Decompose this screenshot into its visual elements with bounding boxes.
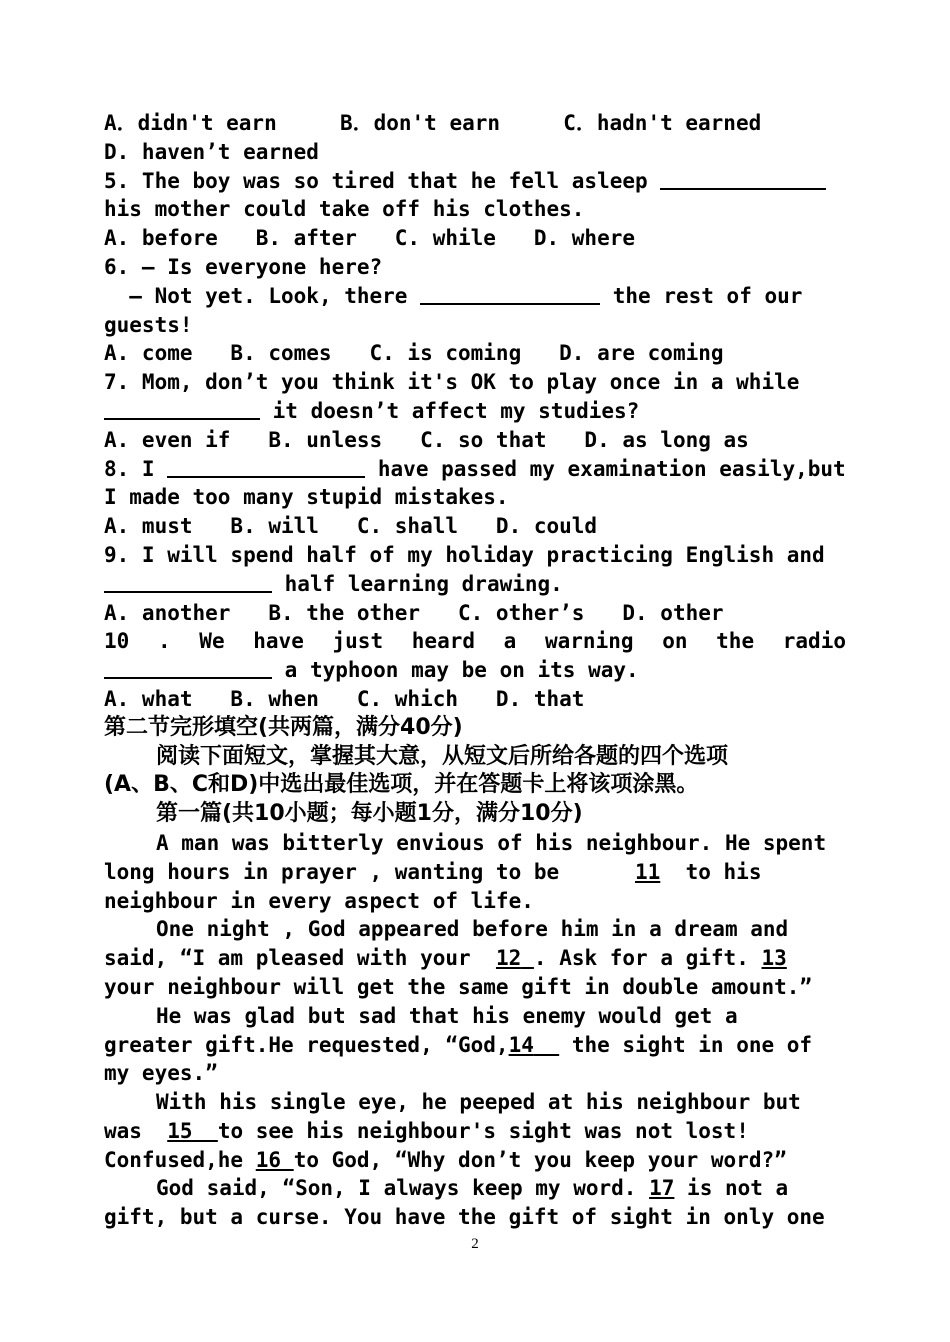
q8-stem-text-a: 8. I: [104, 456, 155, 481]
section-instruction-line2: (A、B、C和D)中选出最佳选项，并在答题卡上将该项涂黑。: [104, 772, 699, 798]
q8-stem-line1: [104, 455, 846, 484]
blank-12-number: 12: [495, 946, 522, 971]
passage-p4-line1: With his single eye, he peeped at his neighbour but: [156, 1090, 801, 1115]
q6-stem-text-b: the rest of our: [612, 283, 803, 308]
passage-p3-line2: [104, 1031, 846, 1060]
passage-p4-text-a: was: [104, 1118, 142, 1143]
q9-answer-blank: [104, 571, 272, 593]
q9-stem-text: half learning drawing.: [284, 571, 563, 596]
q8-answer-blank: [167, 456, 365, 478]
passage-p5-text-a: God said, “Son, I always keep my word.: [156, 1176, 637, 1201]
q4-option-c: C．hadn't earned: [563, 111, 762, 135]
q4-options-line1: [104, 109, 846, 138]
q5-options: A. before B. after C. while D. where: [104, 226, 636, 251]
q10-stem-text: a typhoon may be on its way.: [284, 658, 639, 683]
passage-p3-text-a: greater gift.He requested, “God,: [104, 1032, 509, 1057]
q4-option-d: D. haven’t earned: [104, 139, 319, 164]
q8-stem-text-b: have passed my examination easily,but: [377, 456, 846, 481]
passage-p2-line3: your neighbour will get the same gift in double amount.”: [104, 974, 813, 999]
q7-stem-line2: [104, 397, 846, 426]
q6-stem-line1: 6. — Is everyone here?: [104, 254, 383, 279]
passage-p1-line2: [104, 858, 846, 887]
part1-heading: 第一篇(共10小题；每小题1分，满分10分): [156, 801, 583, 827]
q6-options: A. come B. comes C. is coming D. are coming: [104, 341, 724, 366]
q4-option-a: A．didn't earn: [104, 111, 277, 135]
passage-p2-line2: [104, 944, 846, 973]
q5-answer-blank: [660, 168, 826, 190]
passage-p4-text-c: Confused,he: [104, 1147, 244, 1172]
q6-stem-line2: [104, 282, 846, 311]
passage-p1-text-a: long hours in prayer , wanting to be: [104, 859, 560, 884]
passage-p4-line2: [104, 1117, 846, 1146]
passage-p1-line3: neighbour in every aspect of life.: [104, 888, 534, 913]
q10-stem-line1: 10 . We have just heard a warning on the radio: [104, 629, 846, 654]
blank-15: [167, 1119, 218, 1143]
q7-answer-blank: [104, 398, 260, 420]
q8-options: A. must B. will C. shall D. could: [104, 514, 598, 539]
blank-15-number: 15: [167, 1118, 193, 1143]
q9-stem-line1: 9. I will spend half of my holiday practicing English and: [104, 542, 825, 567]
passage-p1-text-b: to his: [685, 859, 762, 884]
blank-12: [496, 946, 534, 970]
q9-options: A. another B. the other C. other’s D. other: [104, 600, 724, 625]
q10-answer-blank: [104, 657, 272, 679]
passage-p3-line1: He was glad but sad that his enemy would get a: [156, 1003, 738, 1028]
q8-stem-line2: I made too many stupid mistakes.: [104, 485, 509, 510]
passage-p4-text-d: to God, “Why don’t you keep your word?”: [293, 1147, 787, 1172]
passage-p2-text-a: said, “I am pleased with your: [104, 946, 471, 971]
q10-stem-line2: [104, 656, 846, 685]
q9-stem-line2: [104, 570, 846, 599]
passage-p2-line1: One night , God appeared before him in a dream and: [156, 917, 789, 942]
q10-options: A. what B. when C. which D. that: [104, 686, 585, 711]
blank-16: [256, 1148, 294, 1172]
passage-p5-text-b: is not a: [687, 1176, 789, 1201]
q6-stem-text-a: — Not yet. Look, there: [129, 283, 408, 308]
blank-16-number: 16: [255, 1147, 282, 1172]
q6-answer-blank: [420, 283, 600, 305]
passage-p1-line1: A man was bitterly envious of his neighbour. He spent: [156, 830, 827, 855]
q7-stem-line1: 7. Mom, don’t you think it's OK to play once in a while: [104, 370, 800, 395]
document-page: [104, 109, 846, 1232]
blank-11: 11: [635, 859, 661, 884]
blank-14: [509, 1033, 560, 1057]
q6-stem-line3: guests!: [104, 312, 193, 337]
q5-stem-line1: [104, 167, 846, 196]
page-number: 2: [471, 1236, 479, 1252]
passage-p4-text-b: to see his neighbour's sight was not lost!: [217, 1118, 749, 1143]
passage-p5-line1: [104, 1174, 846, 1203]
q4-option-b: B．don't earn: [339, 111, 501, 135]
section-title: 第二节完形填空(共两篇，满分40分): [104, 714, 463, 740]
passage-p4-line3: [104, 1146, 846, 1175]
q5-stem-line2: his mother could take off his clothes.: [104, 197, 585, 222]
passage-p3-line3: my eyes.”: [104, 1061, 218, 1086]
q5-stem-text: 5. The boy was so tired that he fell asleep: [104, 168, 648, 193]
q7-stem-text: it doesn’t affect my studies?: [272, 398, 640, 423]
passage-p3-text-b: the sight in one of: [571, 1032, 813, 1057]
blank-17: 17: [649, 1176, 675, 1201]
passage-p2-text-b: . Ask for a gift.: [533, 946, 749, 971]
blank-13: 13: [761, 946, 787, 971]
q7-options: A. even if B. unless C. so that D. as long as: [104, 427, 749, 452]
section-instruction-line1: 阅读下面短文，掌握其大意，从短文后所给各题的四个选项: [156, 743, 729, 769]
passage-p5-line2: gift, but a curse. You have the gift of sight in only one: [104, 1205, 825, 1230]
blank-14-number: 14: [508, 1032, 534, 1057]
